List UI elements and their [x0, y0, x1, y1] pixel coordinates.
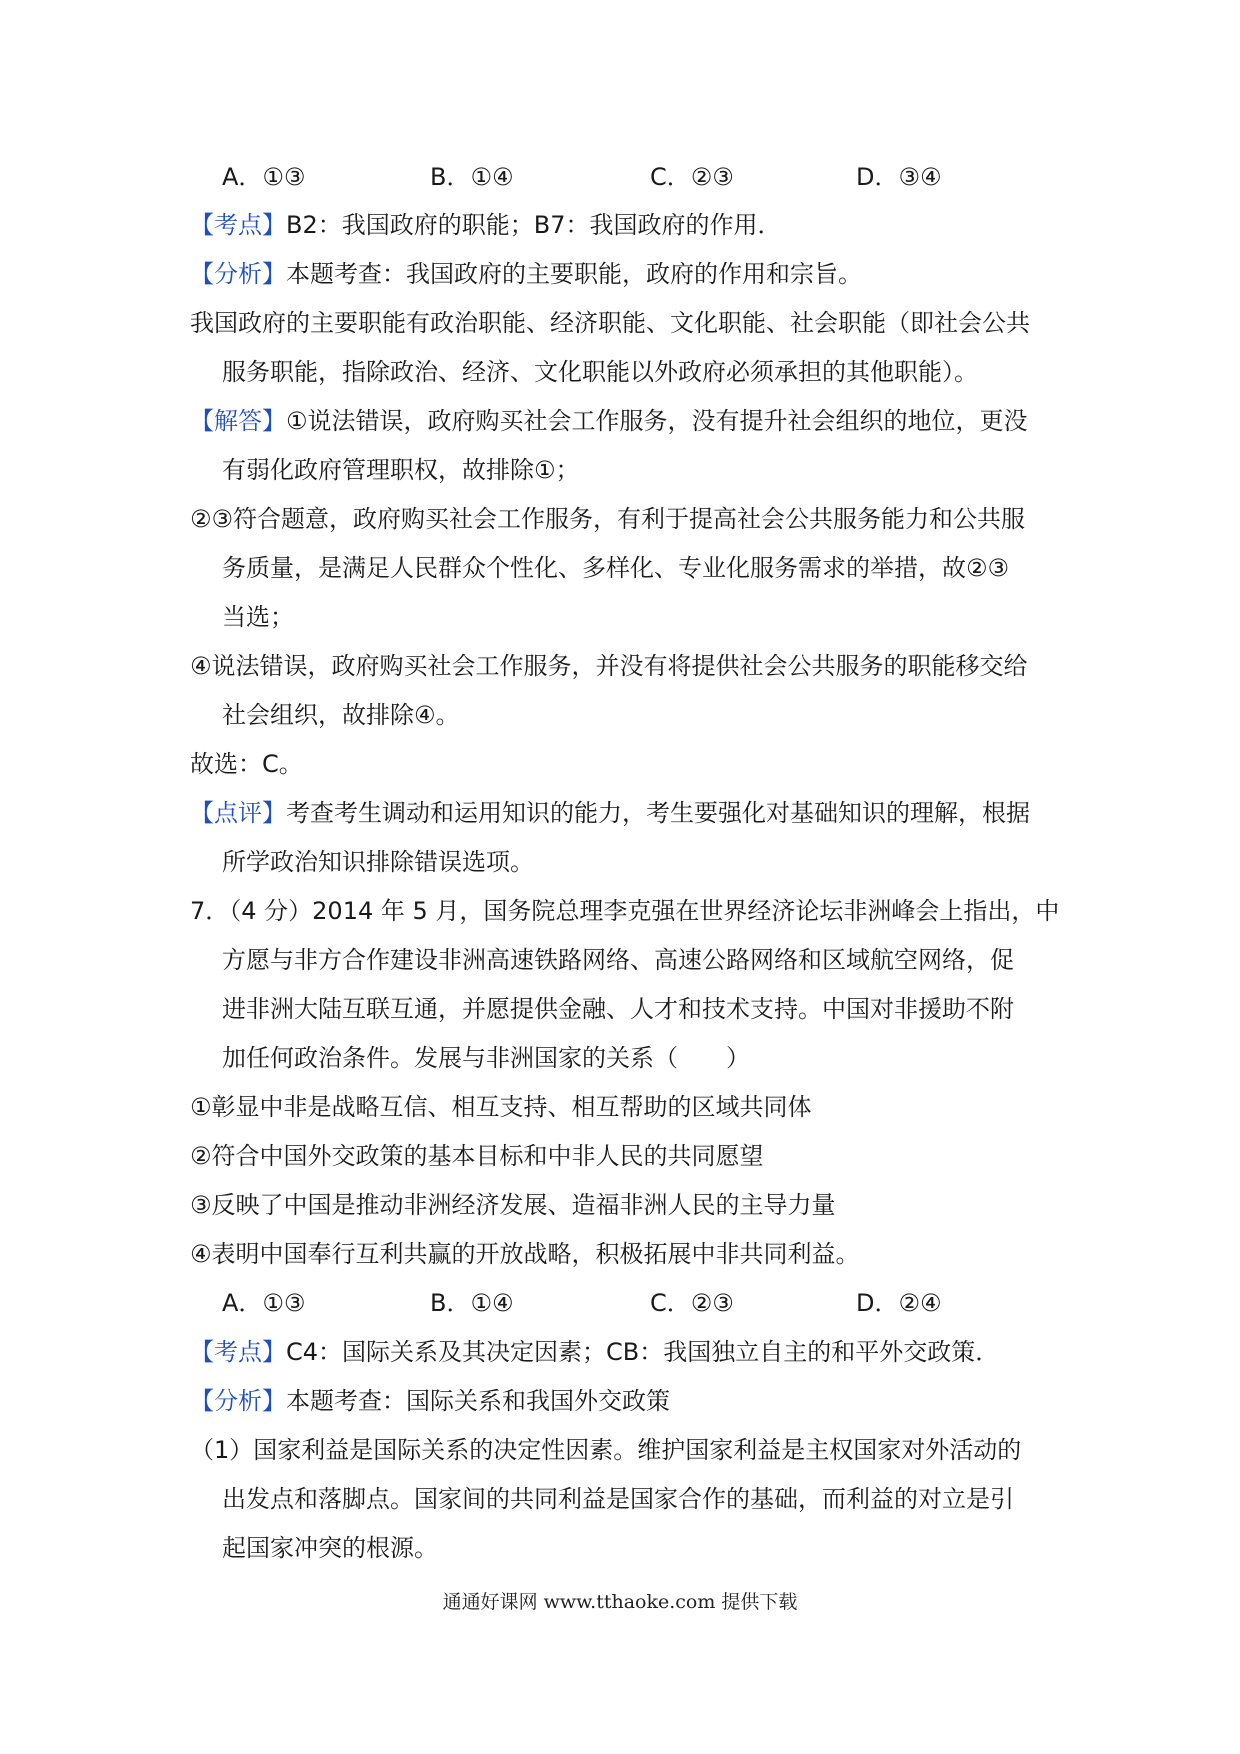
q6-jieda-line: 当选； [222, 603, 294, 631]
q6-dianping-line: 所学政治知识排除错误选项。 [222, 848, 534, 876]
q7-fenxi-body-line: 起国家冲突的根源。 [222, 1534, 438, 1562]
q7-statement: ③反映了中国是推动非洲经济发展、造福非洲人民的主导力量 [190, 1191, 836, 1219]
q6-option-d: D．③④ [856, 163, 942, 191]
q6-fenxi-body-line: 服务职能，指除政治、经济、文化职能以外政府必须承担的其他职能）。 [222, 358, 978, 386]
fenxi-tag: 【分析】 [190, 1387, 286, 1415]
q7-option-a: A．①③ [222, 1289, 306, 1317]
q7-stem-line: 方愿与非方合作建设非洲高速铁路网络、高速公路网络和区域航空网络，促 [222, 946, 1014, 974]
dianping-tag: 【点评】 [190, 799, 286, 827]
q6-dianping [190, 796, 1030, 830]
q7-option-d: D．②④ [856, 1289, 942, 1317]
q7-stem-line: 7．（4 分）2014 年 5 月，国务院总理李克强在世界经济论坛非洲峰会上指出，中 [190, 897, 1060, 925]
q7-fenxi-body-line: 出发点和落脚点。国家间的共同利益是国家合作的基础，而利益的对立是引 [222, 1485, 1014, 1513]
q6-jieda-line: 务质量，是满足人民群众个性化、多样化、专业化服务需求的举措，故②③ [222, 554, 1010, 582]
kaodian-text: B2：我国政府的职能；B7：我国政府的作用． [286, 211, 782, 239]
q6-option-c: C．②③ [650, 163, 734, 191]
q6-jieda-line: ②③符合题意，政府购买社会工作服务，有利于提高社会公共服务能力和公共服 [190, 505, 1026, 533]
q6-option-b: B．①④ [430, 163, 514, 191]
page-footer: 通通好课网 www.tthaoke.com 提供下载 [442, 1591, 798, 1613]
fenxi-text: 本题考查：国际关系和我国外交政策 [286, 1387, 670, 1415]
q7-fenxi-body-line: （1）国家利益是国际关系的决定性因素。维护国家利益是主权国家对外活动的 [190, 1436, 1022, 1464]
kaodian-tag: 【考点】 [190, 1338, 286, 1366]
dianping-text: 考查考生调动和运用知识的能力，考生要强化对基础知识的理解，根据 [286, 799, 1030, 827]
q7-option-b: B．①④ [430, 1289, 514, 1317]
q7-fenxi [190, 1384, 670, 1418]
q6-option-a: A．①③ [222, 163, 306, 191]
q6-jieda-line: 有弱化政府管理职权，故排除①； [222, 456, 580, 484]
q6-fenxi [190, 257, 862, 291]
q6-jieda [190, 404, 1028, 438]
q7-statement: ④表明中国奉行互利共赢的开放战略，积极拓展中非共同利益。 [190, 1240, 860, 1268]
jieda-text: ①说法错误，政府购买社会工作服务，没有提升社会组织的地位，更没 [286, 407, 1028, 435]
q6-jieda-line: 社会组织，故排除④。 [222, 701, 460, 729]
kaodian-text: C4：国际关系及其决定因素；CB：我国独立自主的和平外交政策． [286, 1338, 1000, 1366]
q7-options [222, 1286, 1022, 1320]
q6-answer: 故选：C。 [190, 750, 303, 778]
q6-fenxi-body-line: 我国政府的主要职能有政治职能、经济职能、文化职能、社会职能（即社会公共 [190, 309, 1030, 337]
q7-stem-line: 加任何政治条件。发展与非洲国家的关系（ ） [222, 1044, 750, 1072]
q6-jieda-line: ④说法错误，政府购买社会工作服务，并没有将提供社会公共服务的职能移交给 [190, 652, 1028, 680]
fenxi-text: 本题考查：我国政府的主要职能，政府的作用和宗旨。 [286, 260, 862, 288]
q6-kaodian [190, 208, 781, 242]
kaodian-tag: 【考点】 [190, 211, 286, 239]
jieda-tag: 【解答】 [190, 407, 286, 435]
q7-statement: ②符合中国外交政策的基本目标和中非人民的共同愿望 [190, 1142, 764, 1170]
q7-stem-line: 进非洲大陆互联互通，并愿提供金融、人才和技术支持。中国对非援助不附 [222, 995, 1014, 1023]
q7-option-c: C．②③ [650, 1289, 734, 1317]
q7-statement: ①彰显中非是战略互信、相互支持、相互帮助的区域共同体 [190, 1093, 812, 1121]
q7-kaodian [190, 1335, 999, 1369]
q6-options [222, 160, 1022, 194]
fenxi-tag: 【分析】 [190, 260, 286, 288]
